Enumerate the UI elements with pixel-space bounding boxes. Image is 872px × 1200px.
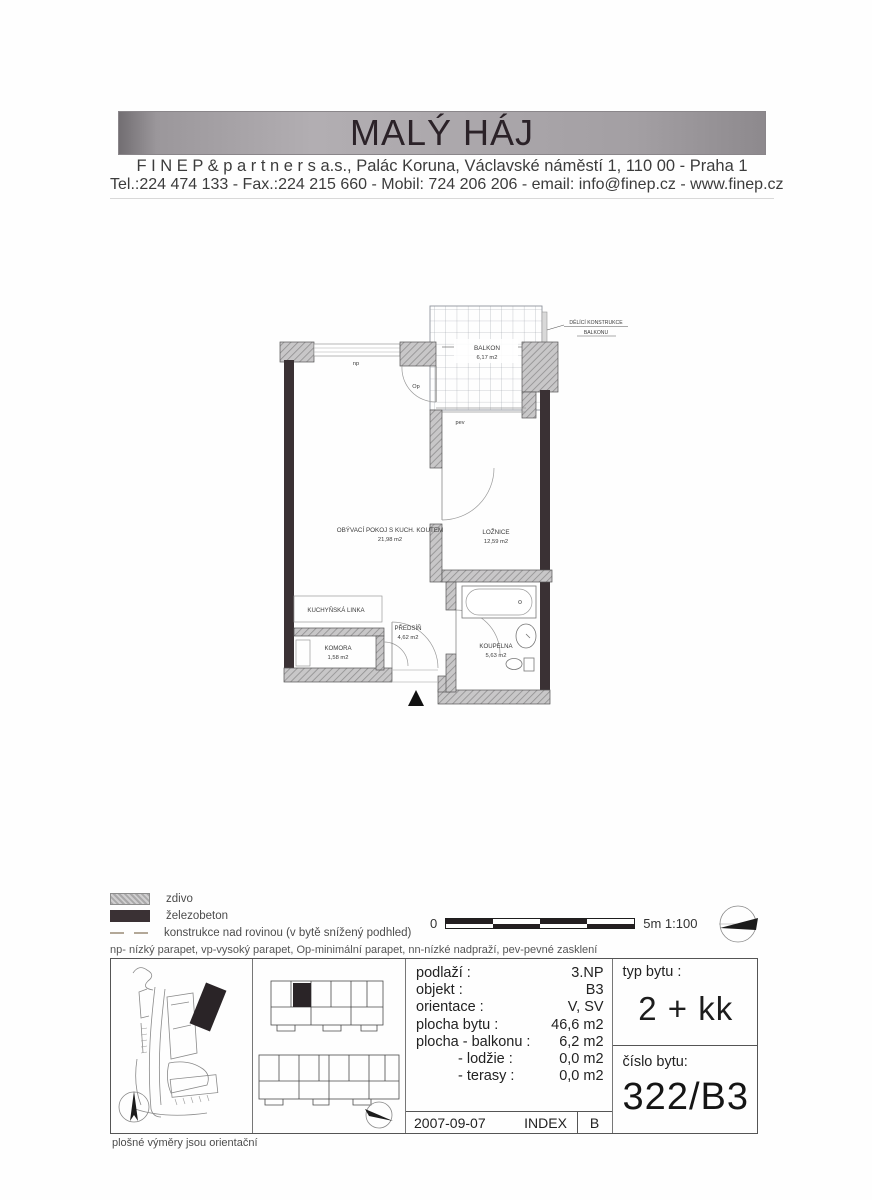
info-row-loggia-area: - lodžie : 0,0 m2 bbox=[458, 1051, 604, 1068]
balcony-divider-label-2: BALKONU bbox=[583, 330, 609, 336]
room-label-bedroom: LOŽNICE bbox=[482, 529, 510, 536]
building-plans-cell bbox=[253, 959, 406, 1133]
highlighted-building bbox=[190, 982, 227, 1031]
concrete-swatch-icon bbox=[110, 910, 150, 922]
entrance-arrow-icon bbox=[408, 690, 424, 706]
apartment-floorplan bbox=[278, 298, 630, 722]
toilet bbox=[506, 659, 522, 670]
building-floor-outlines bbox=[253, 959, 406, 1131]
legend-label: zdivo bbox=[166, 893, 193, 905]
room-label-balcony: BALKON bbox=[474, 345, 500, 352]
scale-bar-graphic bbox=[445, 918, 635, 929]
company-contact-line: Tel.:224 474 133 - Fax.:224 215 660 - Mobil: 724 206 206 - email: info@finep.cz - www.finep.cz bbox=[110, 176, 774, 199]
room-area-balcony: 6,17 m2 bbox=[476, 355, 498, 361]
index-label: INDEX bbox=[524, 1114, 567, 1131]
room-area-living: 21,98 m2 bbox=[377, 537, 403, 543]
company-address-line: F I N E P & p a r t n e r s a.s., Palác Koruna, Václavské náměstí 1, 110 00 - Praha 1 bbox=[136, 157, 748, 175]
wall-concrete-right bbox=[540, 390, 550, 704]
unit-type-value: 2 + kk bbox=[638, 990, 734, 1027]
legend-label: konstrukce nad rovinou (v bytě snížený podhled) bbox=[164, 927, 412, 939]
room-area-storage: 1,58 m2 bbox=[327, 655, 349, 661]
title-block bbox=[110, 958, 758, 1134]
room-area-bathroom: 5,63 m2 bbox=[485, 653, 507, 659]
legend-label: železobeton bbox=[166, 910, 229, 922]
apartment-info-cell bbox=[406, 959, 613, 1133]
unit-summary-cell bbox=[613, 959, 757, 1133]
mark-np: np bbox=[352, 361, 360, 367]
index-value: B bbox=[577, 1112, 612, 1133]
document-date: 2007-09-07 bbox=[414, 1114, 486, 1131]
info-row-terrace-area: - terasy : 0,0 m2 bbox=[458, 1068, 604, 1085]
mark-pev: pev bbox=[455, 420, 465, 426]
scale-label: 5m 1:100 bbox=[643, 916, 698, 931]
wall-concrete-left bbox=[284, 360, 294, 680]
masonry-swatch-icon bbox=[110, 893, 150, 905]
site-plan-cell bbox=[111, 959, 253, 1133]
site-plan bbox=[111, 959, 253, 1131]
label-kitchen-unit: KUCHYŇSKÁ LINKA bbox=[307, 607, 365, 614]
footnote: plošné výměry jsou orientační bbox=[112, 1137, 258, 1149]
room-label-storage: KOMORA bbox=[324, 645, 352, 652]
unit-number-box bbox=[613, 1046, 757, 1133]
unit-type-label: typ bytu : bbox=[622, 964, 682, 980]
info-row-flat-area: plocha bytu : 46,6 m2 bbox=[416, 1016, 604, 1033]
buildings-north-arrow-icon bbox=[365, 1102, 393, 1128]
unit-number-value: 322/B3 bbox=[622, 1076, 749, 1118]
site-north-arrow-icon bbox=[119, 1091, 149, 1122]
room-label-hall: PŘEDSÍŇ bbox=[394, 625, 422, 632]
north-arrow-icon bbox=[714, 903, 762, 945]
info-row-object: objekt : B3 bbox=[416, 982, 604, 999]
legend-abbreviations: np- nízký parapet, vp-vysoký parapet, Op-minimální parapet, nn-nízké nadpraží, pev-pevné zasklení bbox=[110, 944, 598, 956]
info-row-balcony-area: plocha - balkonu : 6,2 m2 bbox=[416, 1033, 604, 1050]
overhead-line-swatch-icon bbox=[110, 932, 148, 934]
unit-type-box bbox=[613, 959, 757, 1046]
scale-bar bbox=[430, 916, 697, 931]
highlighted-unit bbox=[293, 983, 311, 1007]
room-label-living: OBÝVACÍ POKOJ S KUCH. KOUTEM bbox=[336, 527, 444, 534]
washbasin bbox=[516, 624, 536, 648]
apartment-info-table bbox=[406, 959, 612, 1111]
room-area-hall: 4,62 m2 bbox=[397, 635, 419, 641]
project-title-banner bbox=[118, 111, 766, 155]
project-title: MALÝ HÁJ bbox=[349, 112, 535, 153]
balcony-divider-label-1: DĚLÍCÍ KONSTRUKCE bbox=[569, 320, 623, 326]
mark-op: Op bbox=[412, 384, 420, 390]
info-row-orientation: orientace : V, SV bbox=[416, 999, 604, 1016]
balcony-divider-leader-line bbox=[547, 325, 564, 330]
scale-zero: 0 bbox=[430, 916, 438, 931]
info-row-floor: podlaží : 3.NP bbox=[416, 965, 604, 981]
revision-row bbox=[406, 1111, 612, 1133]
legend-item-masonry bbox=[110, 893, 670, 905]
room-label-bathroom: KOUPELNA bbox=[479, 643, 513, 650]
unit-number-label: číslo bytu: bbox=[622, 1054, 688, 1070]
room-area-bedroom: 12,59 m2 bbox=[483, 539, 509, 545]
